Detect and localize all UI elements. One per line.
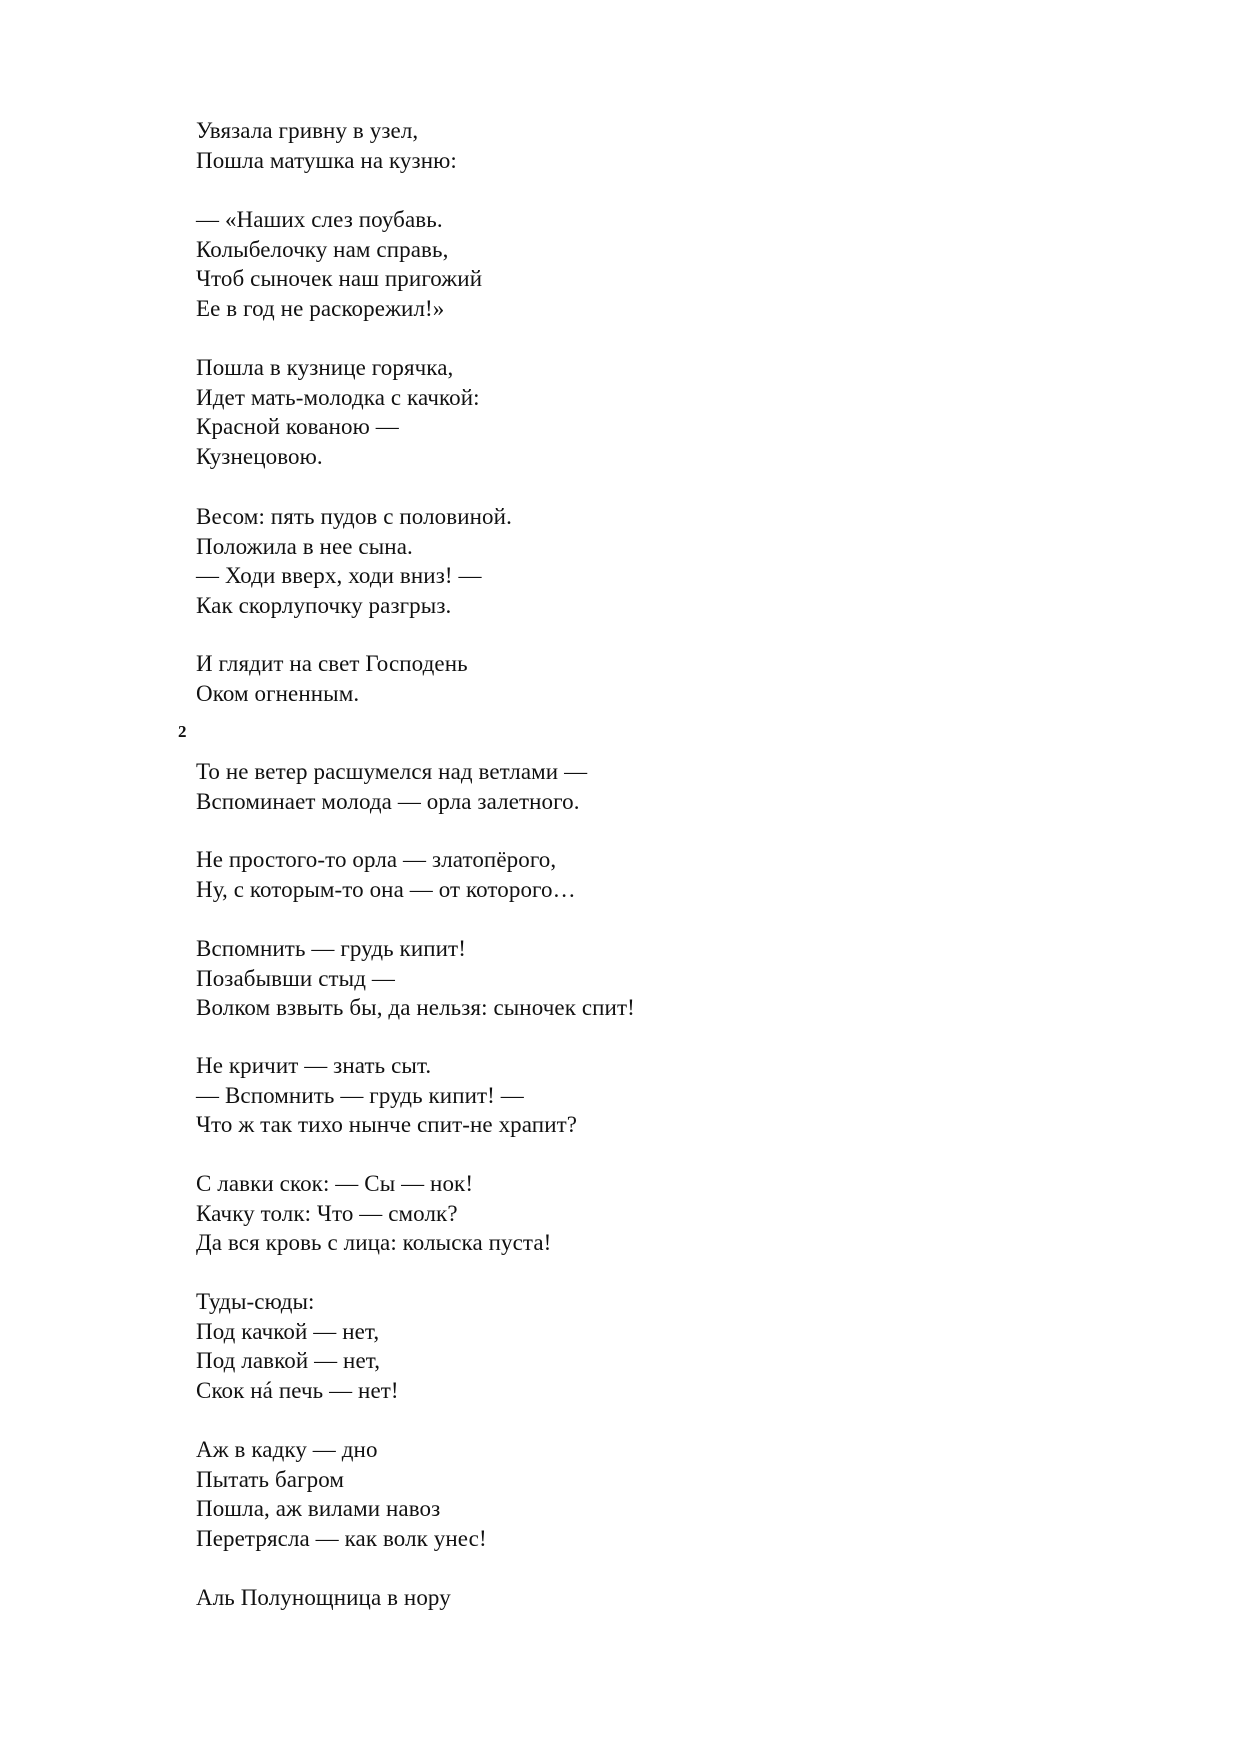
stanza-2-5: [196, 1169, 551, 1258]
stanza-2: [196, 205, 482, 323]
stanza-2-4: [196, 1051, 577, 1140]
verse-line: Аль Полунощница в нору: [196, 1585, 451, 1610]
verse-line: Кузнецовою.: [196, 443, 323, 469]
stanza-2-1: [196, 757, 587, 816]
verse-line: Туды-сюды:: [196, 1289, 315, 1314]
verse-line: — Вспомнить — грудь кипит! —: [196, 1082, 524, 1108]
verse-line: С лавки скок: — Сы — нок!: [196, 1171, 474, 1196]
verse-line: Оком огненным.: [196, 680, 360, 706]
verse-line: Положила в нее сына.: [196, 533, 413, 559]
stanza-5: [196, 649, 468, 708]
stanza-2-2: [196, 845, 576, 904]
verse-line: Скок нá печь — нет!: [196, 1377, 399, 1403]
verse-line: Вспомнить — грудь кипит!: [196, 936, 466, 961]
verse-line: Пошла матушка на кузню:: [196, 147, 457, 173]
stanza-2-8: [196, 1583, 451, 1613]
verse-line: Весом: пять пудов с половиной.: [196, 504, 512, 529]
verse-line: Идет мать-молодка с качкой:: [196, 384, 480, 410]
verse-line: Аж в кадку — дно: [196, 1437, 378, 1462]
stanza-1: [196, 116, 457, 175]
verse-line: Под качкой — нет,: [196, 1318, 380, 1344]
verse-line: Не кричит — знать сыт.: [196, 1053, 432, 1078]
stanza-3: [196, 353, 480, 471]
verse-line: Красной кованою —: [196, 414, 399, 439]
section-number: 2: [178, 722, 187, 741]
stanza-2-6: [196, 1287, 399, 1405]
verse-line: Волком взвыть бы, да нельзя: сыночек спит!: [196, 995, 635, 1020]
verse-line: Позабывши стыд —: [196, 965, 395, 991]
verse-line: Качку толк: Что — смолк?: [196, 1200, 458, 1226]
stanza-2-3: [196, 934, 635, 1023]
verse-line: Колыбелочку нам справь,: [196, 236, 449, 262]
verse-line: Перетрясла — как волк унес!: [196, 1525, 487, 1551]
verse-line: Пошла, аж вилами навоз: [196, 1496, 441, 1521]
stanza-2-7: [196, 1435, 487, 1553]
verse-line: И глядит на свет Господень: [196, 651, 468, 676]
stanza-4: [196, 502, 512, 620]
verse-line: Чтоб сыночек наш пригожий: [196, 266, 483, 291]
verse-line: Как скорлупочку разгрыз.: [196, 592, 452, 618]
verse-line: Да вся кровь с лица: колыска пуста!: [196, 1230, 552, 1255]
verse-line: — «Наших слез поубавь.: [196, 207, 443, 232]
verse-line: Увязала гривну в узел,: [196, 118, 419, 143]
verse-line: Пытать багром: [196, 1466, 345, 1492]
verse-line: — Ходи вверх, ходи вниз! —: [196, 563, 482, 588]
verse-line: То не ветер расшумелся над ветлами —: [196, 759, 588, 784]
verse-line: Пошла в кузнице горячка,: [196, 355, 454, 380]
verse-line: Ну, с которым-то она — от которого…: [196, 876, 576, 902]
verse-line: Что ж так тихо нынче спит-не храпит?: [196, 1112, 578, 1137]
verse-line: Вспоминает молода — орла залетного.: [196, 788, 580, 814]
verse-line: Под лавкой — нет,: [196, 1348, 381, 1373]
verse-line: Не простого-то орла — златопёрого,: [196, 847, 557, 872]
verse-line: Ее в год не раскорежил!»: [196, 295, 445, 321]
